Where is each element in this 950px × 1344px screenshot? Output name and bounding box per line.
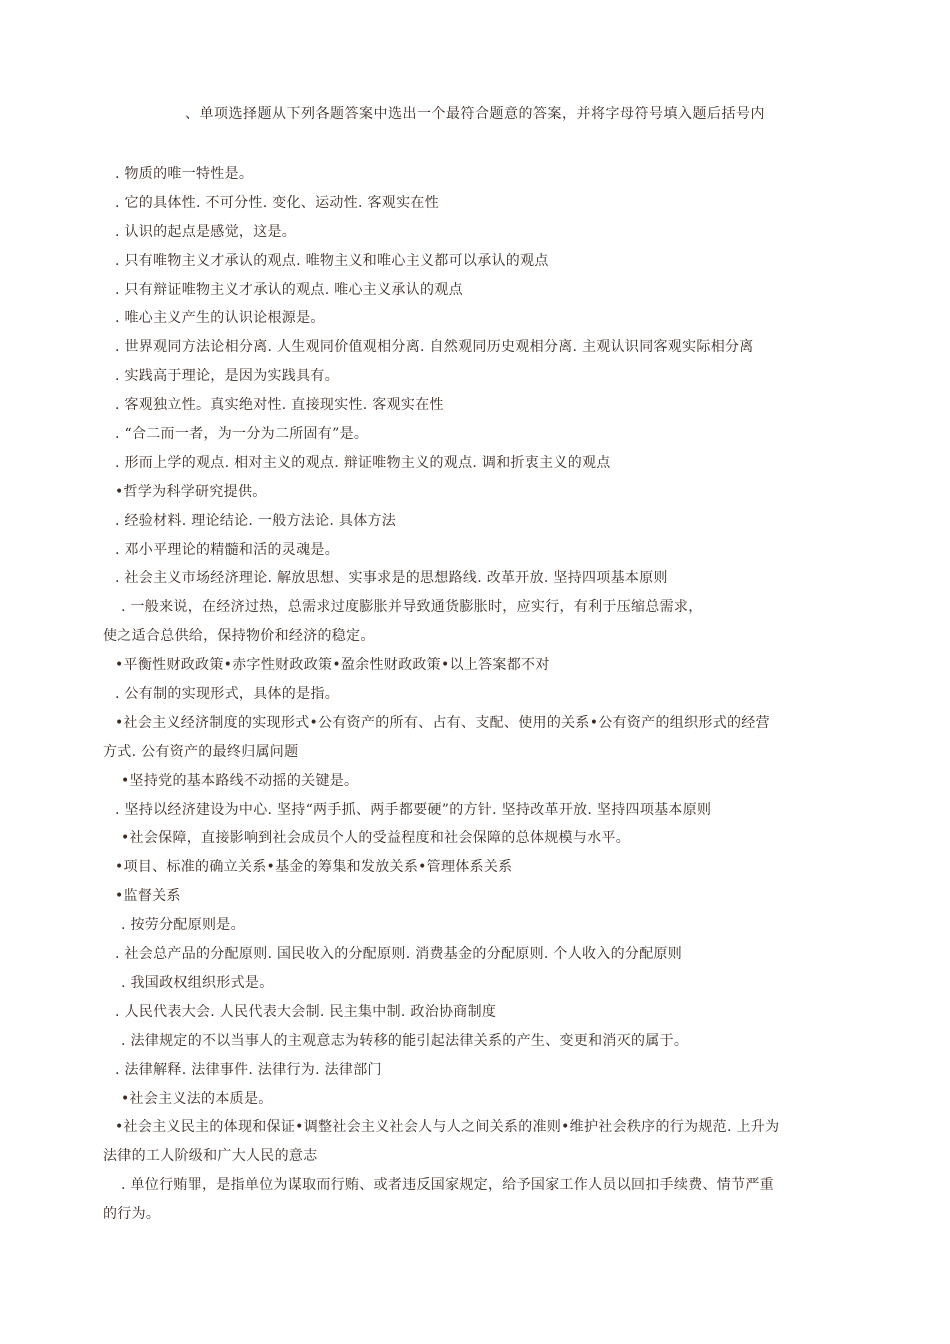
text-line: . 它的具体性. 不可分性. 变化、运动性. 客观实在性 <box>115 194 439 211</box>
page-title: 、单项选择题从下列各题答案中选出一个最符合题意的答案，并将字母符号填入题后括号内 <box>185 106 765 122</box>
text-line: . 法律解释. 法律事件. 法律行为. 法律部门 <box>115 1061 382 1078</box>
text-line: . 我国政权组织形式是。 <box>121 974 274 991</box>
text-line: . 认识的起点是感觉，这是。 <box>115 223 297 240</box>
text-line: . 公有制的实现形式，具体的是指。 <box>115 686 339 703</box>
text-line: 使之适合总供给，保持物价和经济的稳定。 <box>103 628 375 645</box>
text-line: . 世界观同方法论相分离. 人生观同价值观相分离. 自然观同历史观相分离. 主观认识同客观实际相分离 <box>115 339 754 356</box>
text-line: 法律的工人阶级和广大人民的意志 <box>103 1148 318 1165</box>
text-line: . 按劳分配原则是。 <box>121 917 245 934</box>
text-line: . 人民代表大会. 人民代表大会制. 民主集中制. 政治协商制度 <box>115 1003 497 1020</box>
text-line: •社会保障，直接影响到社会成员个人的受益程度和社会保障的总体规模与水平。 <box>121 830 631 847</box>
text-line: •监督关系 <box>115 888 181 905</box>
text-line: •社会主义法的本质是。 <box>121 1090 273 1107</box>
text-line: . 唯心主义产生的认识论根源是。 <box>115 310 325 327</box>
text-line: . 法律规定的不以当事人的主观意志为转移的能引起法律关系的产生、变更和消灭的属于。 <box>121 1032 689 1049</box>
text-line: . 客观独立性。真实绝对性. 直接现实性. 客观实在性 <box>115 397 444 414</box>
text-line: . 社会总产品的分配原则. 国民收入的分配原则. 消费基金的分配原则. 个人收入的分配原则 <box>115 946 683 963</box>
text-line: . 形而上学的观点. 相对主义的观点. 辩证唯物主义的观点. 调和折衷主义的观点 <box>115 454 611 471</box>
text-line: . 只有辩证唯物主义才承认的观点. 唯心主义承认的观点 <box>115 281 463 298</box>
text-line: . 实践高于理论，是因为实践具有。 <box>115 368 339 385</box>
text-line: . 单位行贿罪，是指单位为谋取而行贿、或者违反国家规定，给予国家工作人员以回扣手续费、情节严重 <box>121 1177 774 1194</box>
text-line: . 一般来说，在经济过热，总需求过度膨胀并导致通货膨胀时，应实行，有利于压缩总需求， <box>121 599 703 616</box>
text-line: . 坚持以经济建设为中心. 坚持“两手抓、两手都要硬”的方针. 坚持改革开放. 坚持四项基本原则 <box>115 801 712 818</box>
text-line: . 经验材料. 理论结论. 一般方法论. 具体方法 <box>115 512 397 529</box>
question-list <box>103 160 855 1229</box>
text-line: •社会主义民主的体现和保证•调整社会主义社会人与人之间关系的准则•维护社会秩序的行为规范. 上升为 <box>115 1119 780 1136</box>
text-line: •平衡性财政政策•赤字性财政政策•盈余性财政政策•以上答案都不对 <box>115 657 550 674</box>
text-line: •哲学为科学研究提供。 <box>115 483 267 500</box>
text-line: . 邓小平理论的精髓和活的灵魂是。 <box>115 541 339 558</box>
text-line: 的行为。 <box>103 1206 161 1223</box>
text-line: •坚持党的基本路线不动摇的关键是。 <box>121 772 359 789</box>
text-line: . 社会主义市场经济理论. 解放思想、实事求是的思想路线. 改革开放. 坚持四项基本原则 <box>115 570 668 587</box>
text-line: . 只有唯物主义才承认的观点. 唯物主义和唯心主义都可以承认的观点 <box>115 252 549 269</box>
text-line: •项目、标准的确立关系•基金的筹集和发放关系•管理体系关系 <box>115 859 513 876</box>
text-line: •社会主义经济制度的实现形式•公有资产的所有、占有、支配、使用的关系•公有资产的组织形式的经营 <box>115 714 770 731</box>
text-line: . 物质的唯一特性是。 <box>115 166 254 182</box>
text-line: . “合二而一者，为一分为二所固有”是。 <box>115 426 369 443</box>
text-line: 方式. 公有资产的最终归属问题 <box>103 743 299 760</box>
